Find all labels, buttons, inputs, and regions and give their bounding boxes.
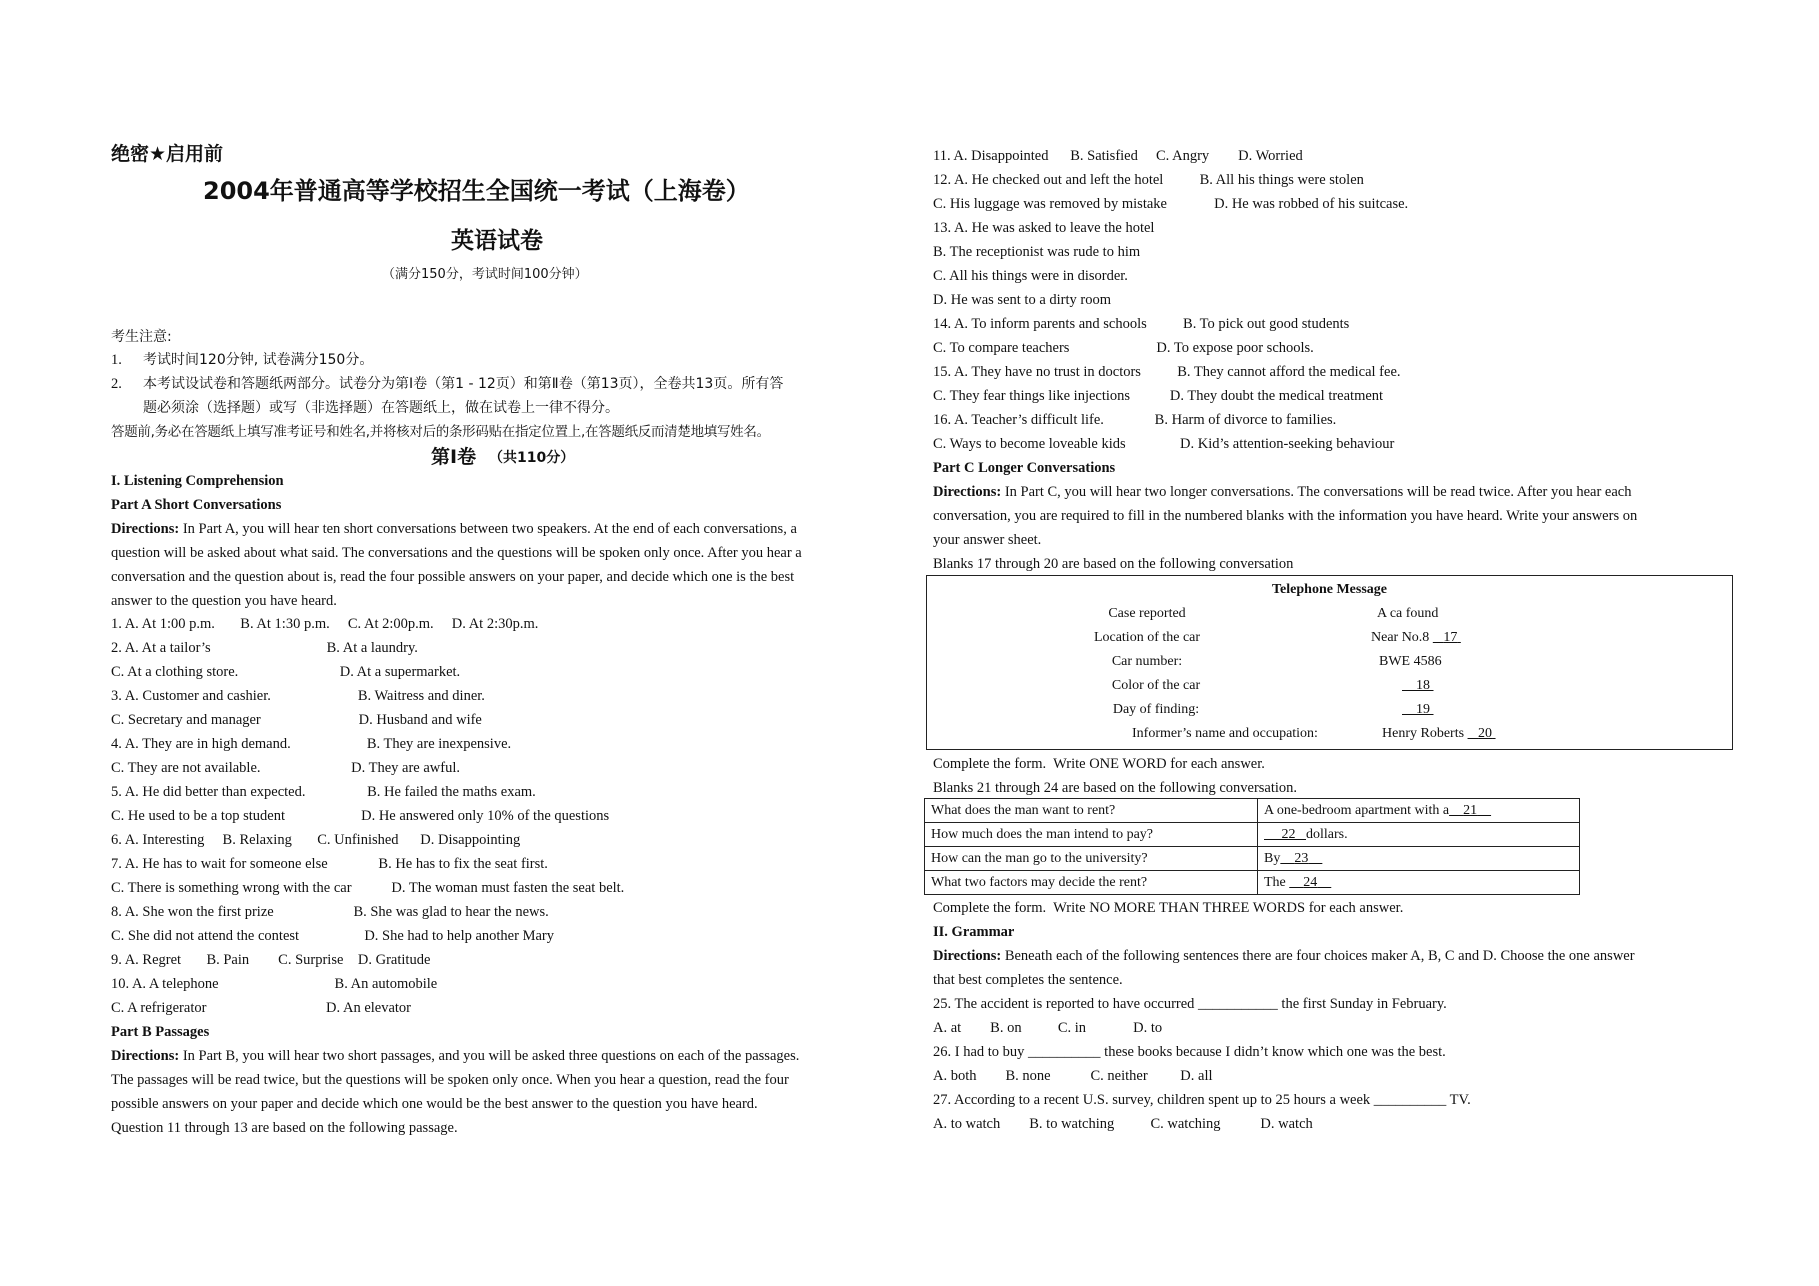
q26-options: A. both B. none C. neither D. all xyxy=(933,1068,1213,1084)
partB-heading: Part B Passages xyxy=(111,1024,210,1040)
rent-question: How can the man go to the university? xyxy=(925,847,1258,871)
q13d: D. He was sent to a dirty room xyxy=(933,292,1111,308)
notice-item2b: 题必须涂（选择题）或写（非选择题）在答题纸上，做在试卷上一律不得分。 xyxy=(143,400,619,416)
q16b: C. Ways to become loveable kids D. Kid’s attention-seeking behaviour xyxy=(933,436,1395,452)
secret-mark: 绝密★启用前 xyxy=(111,143,224,165)
rent-answer: A one-bedroom apartment with a 21 xyxy=(1258,799,1580,823)
phone-row-label: Color of the car xyxy=(1111,678,1201,693)
dirC-1: In Part C, you will hear two longer conversations. The conversations will be read twice. After you hear each xyxy=(1001,484,1632,500)
notice-item3: 答题前,务必在答题纸上填写准考证号和姓名,并将核对后的条形码贴在指定位置上,在答题纸反而清楚地填写姓名。 xyxy=(111,424,770,440)
q8a: 8. A. She won the first prize B. She was glad to hear the news. xyxy=(111,904,549,920)
dirB-2: The passages will be read twice, but the questions will be spoken only once. When you hear a question, read the four xyxy=(111,1072,789,1088)
q25-options: A. at B. on C. in D. to xyxy=(933,1020,1163,1036)
blank-22: 22 xyxy=(1281,826,1296,842)
dirA-label: Directions: xyxy=(111,521,180,537)
q13c: C. All his things were in disorder. xyxy=(933,268,1128,284)
dirB-label: Directions: xyxy=(111,1048,180,1064)
q11: 11. A. Disappointed B. Satisfied C. Angry D. Worried xyxy=(933,148,1303,164)
dirA-1: In Part A, you will hear ten short conversations between two speakers. At the end of each conversations, a xyxy=(179,521,797,537)
dirA-2: question will be asked about what said. The conversations and the questions will be spoken only once. After you hear a xyxy=(111,545,802,561)
dirB-3: possible answers on your paper and decide which one would be the best answer to the question you have heard. xyxy=(111,1096,758,1112)
q6: 6. A. Interesting B. Relaxing C. Unfinished D. Disappointing xyxy=(111,832,521,848)
dirG-label: Directions: xyxy=(933,948,1002,964)
blank-23: 23 xyxy=(1294,850,1309,866)
q10b: C. A refrigerator D. An elevator xyxy=(111,1000,412,1016)
complete-note-1: Complete the form. Write ONE WORD for each answer. xyxy=(933,756,1265,772)
telephone-message-table xyxy=(926,575,1733,750)
exam-subtitle: 英语试卷 xyxy=(451,228,543,254)
rent-question: What two factors may decide the rent? xyxy=(925,871,1258,895)
table-row xyxy=(925,799,1580,823)
phone-row-label: Day of finding: xyxy=(1112,702,1200,717)
exam-title: 2004年普通高等学校招生全国统一考试（上海卷） xyxy=(203,177,750,205)
phone-row-label: Informer’s name and occupation: xyxy=(1132,726,1318,741)
notice-heading: 考生注意: xyxy=(111,329,172,345)
section2-heading: II. Grammar xyxy=(933,924,1015,940)
volume1-points: （共110分） xyxy=(489,450,575,466)
q26: 26. I had to buy __________ these books because I didn’t know which one was the best. xyxy=(933,1044,1446,1060)
blank-24: 24 xyxy=(1303,874,1318,890)
dirC-2: conversation, you are required to fill in the numbered blanks with the information you have heard. Write your answers on xyxy=(933,508,1638,524)
blank-21: 21 xyxy=(1463,802,1478,818)
phone-row-label: Case reported xyxy=(1108,606,1186,621)
q2a: 2. A. At a tailor’s B. At a laundry. xyxy=(111,640,418,656)
complete-note-2: Complete the form. Write NO MORE THAN THREE WORDS for each answer. xyxy=(933,900,1404,916)
q14a: 14. A. To inform parents and schools B. To pick out good students xyxy=(933,316,1350,332)
notice-item1-num: 1. xyxy=(111,352,122,368)
partA-heading: Part A Short Conversations xyxy=(111,497,282,513)
q25: 25. The accident is reported to have occurred ___________ the first Sunday in February. xyxy=(933,996,1447,1012)
table-row xyxy=(925,871,1580,895)
q12b: C. His luggage was removed by mistake D. He was robbed of his suitcase. xyxy=(933,196,1409,212)
phone-row-value: Henry Roberts xyxy=(1382,726,1468,741)
blank-20: 20 xyxy=(1478,726,1493,741)
notice-item1: 考试时间120分钟, 试卷满分150分。 xyxy=(143,352,374,368)
table-row xyxy=(925,847,1580,871)
q27: 27. According to a recent U.S. survey, children spent up to 25 hours a week __________ TV. xyxy=(933,1092,1471,1108)
table-row xyxy=(925,823,1580,847)
phone-row-value: Near No.8 xyxy=(1371,630,1433,645)
blanks17-note: Blanks 17 through 20 are based on the following conversation xyxy=(933,556,1294,572)
dirG-2: that best completes the sentence. xyxy=(933,972,1123,988)
q1: 1. A. At 1:00 p.m. B. At 1:30 p.m. C. At 2:00p.m. D. At 2:30p.m. xyxy=(111,616,539,632)
rent-table xyxy=(924,798,1580,895)
q10a: 10. A. A telephone B. An automobile xyxy=(111,976,438,992)
q15b: C. They fear things like injections D. They doubt the medical treatment xyxy=(933,388,1384,404)
blanks21-note: Blanks 21 through 24 are based on the following conversation. xyxy=(933,780,1298,796)
telephone-message-title: Telephone Message xyxy=(1272,582,1387,597)
q27-options: A. to watch B. to watching C. watching D. watch xyxy=(933,1116,1313,1132)
phone-row-value: A ca found xyxy=(1377,606,1439,621)
dirB-4: Question 11 through 13 are based on the following passage. xyxy=(111,1120,458,1136)
q16a: 16. A. Teacher’s difficult life. B. Harm of divorce to families. xyxy=(933,412,1337,428)
phone-row-value: BWE 4586 xyxy=(1379,654,1442,669)
blank-18: 18 xyxy=(1416,678,1430,693)
rent-question: How much does the man intend to pay? xyxy=(925,823,1258,847)
dirC-label: Directions: xyxy=(933,484,1002,500)
partC-heading: Part C Longer Conversations xyxy=(933,460,1116,476)
q7b: C. There is something wrong with the car D. The woman must fasten the seat belt. xyxy=(111,880,625,896)
phone-row-label: Car number: xyxy=(1111,654,1183,669)
score-note: （满分150分，考试时间100分钟） xyxy=(382,267,588,282)
dirA-4: answer to the question you have heard. xyxy=(111,593,337,609)
q5a: 5. A. He did better than expected. B. He failed the maths exam. xyxy=(111,784,536,800)
q13b: B. The receptionist was rude to him xyxy=(933,244,1141,260)
dirA-3: conversation and the question about is, read the four possible answers on your paper, and decide which one is the best xyxy=(111,569,795,585)
q15a: 15. A. They have no trust in doctors B. They cannot afford the medical fee. xyxy=(933,364,1401,380)
rent-question: What does the man want to rent? xyxy=(925,799,1258,823)
q2b: C. At a clothing store. D. At a supermarket. xyxy=(111,664,461,680)
volume1-title: 第Ⅰ卷 xyxy=(431,446,477,468)
notice-item2-num: 2. xyxy=(111,376,122,392)
dirB-1: In Part B, you will hear two short passages, and you will be asked three questions on each of the passages. xyxy=(179,1048,800,1064)
q3b: C. Secretary and manager D. Husband and wife xyxy=(111,712,482,728)
q14b: C. To compare teachers D. To expose poor schools. xyxy=(933,340,1314,356)
q7a: 7. A. He has to wait for someone else B. He has to fix the seat first. xyxy=(111,856,548,872)
q4a: 4. A. They are in high demand. B. They are inexpensive. xyxy=(111,736,512,752)
q13a: 13. A. He was asked to leave the hotel xyxy=(933,220,1155,236)
q4b: C. They are not available. D. They are awful. xyxy=(111,760,460,776)
blank-19: 19 xyxy=(1416,702,1430,717)
q5b: C. He used to be a top student D. He answered only 10% of the questions xyxy=(111,808,610,824)
rent-answer: By 23 xyxy=(1258,847,1580,871)
rent-answer: 22 dollars. xyxy=(1258,823,1580,847)
phone-row-label: Location of the car xyxy=(1093,630,1201,645)
rent-answer: The 24 xyxy=(1258,871,1580,895)
dirC-3: your answer sheet. xyxy=(933,532,1042,548)
q9: 9. A. Regret B. Pain C. Surprise D. Gratitude xyxy=(111,952,431,968)
blank-17: 17 xyxy=(1443,630,1458,645)
q12a: 12. A. He checked out and left the hotel B. All his things were stolen xyxy=(933,172,1364,188)
section1-heading: I. Listening Comprehension xyxy=(111,473,284,489)
q3a: 3. A. Customer and cashier. B. Waitress and diner. xyxy=(111,688,485,704)
dirG-1: Beneath each of the following sentences there are four choices maker A, B, C and D. Choose the one answer xyxy=(1001,948,1635,964)
notice-item2a: 本考试设试卷和答题纸两部分。试卷分为第Ⅰ卷（第1 - 12页）和第Ⅱ卷（第13页），全卷共13页。所有答 xyxy=(143,376,784,392)
q8b: C. She did not attend the contest D. She had to help another Mary xyxy=(111,928,554,944)
